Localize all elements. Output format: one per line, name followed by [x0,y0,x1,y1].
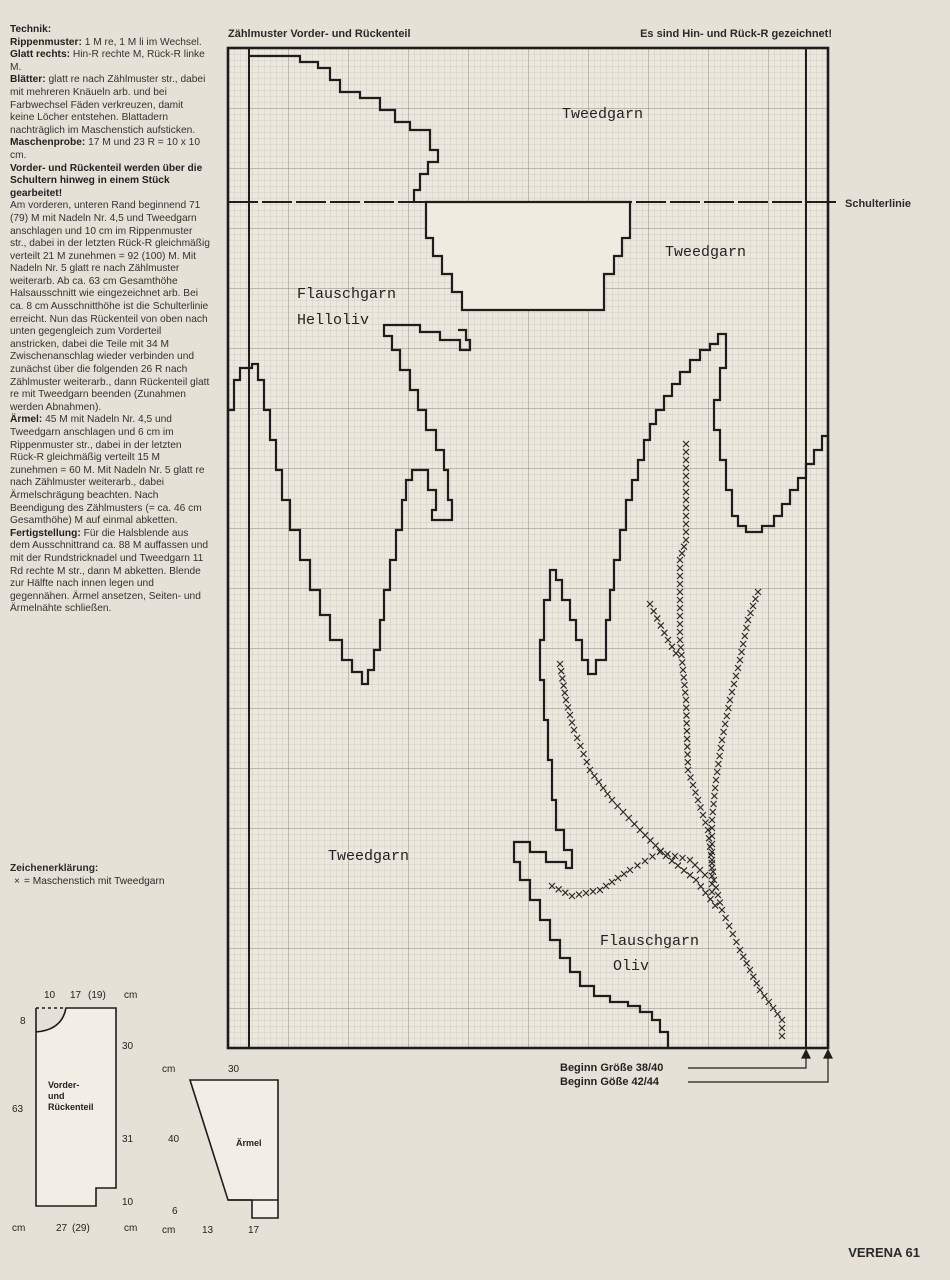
chart-grid [228,48,828,1048]
sleeve-top-30: 30 [228,1064,240,1075]
cross-stitch-icon: × [14,875,20,887]
body-bottom-cm-right: cm [124,1223,138,1234]
label-tweed-low: Tweedgarn [328,848,410,865]
vorder-heading: Vorder- und Rückenteil werden über die Schultern hinweg in einem Stück gearbeitet! [10,162,203,199]
body-top-10: 10 [44,990,56,1001]
rippenmuster-text: 1 M re, 1 M li im Wechsel. [84,36,202,48]
label-flausch-left-1: Flauschgarn [297,286,397,303]
legend-heading: Zeichenerklärung: [10,863,99,874]
label-flausch-right-2: Oliv [613,958,650,975]
sleeve-left-6: 6 [172,1206,178,1217]
label-flausch-left-2: Helloliv [297,312,370,329]
maschenprobe-label: Maschenprobe: [10,137,86,149]
aermel-label: Ärmel: [10,414,43,426]
sleeve-bottom-13: 13 [202,1225,214,1236]
sleeve-bottom-17: 17 [248,1225,260,1236]
size-start-label-1: Beginn Größe 38/40 [560,1062,664,1074]
fertig-label: Fertigstellung: [10,527,81,539]
legend-meaning: = Maschenstich mit Tweedgarn [24,875,165,887]
sleeve-bottom-cm: cm [162,1225,176,1236]
label-flausch-right-1: Flauschgarn [600,933,700,950]
vorder-text: Am vorderen, unteren Rand beginnend 71 (79) M mit Nadeln Nr. 4,5 und Tweedgarn anschlagen und 10 cm im Rippenmuster str., dabei in der letzten Rück-R gleichmäßig verteilt 21 M zunehmen = 92 (100) M. Mit Nadeln Nr. 5 glatt re nach Zählmuster weiterarb. Ab ca. 63 cm Gesamthöhe Halsausschnitt wie eingezeichnet arb. Bei ca. 8 cm Ausschnitthöhe ist die Schulterlinie erreicht. Nun das Rückenteil von oben nach unten gegengleich zum Vorderteil anstricken, dabei die Teile mit 34 M Zwischenanschlag wieder verbinden und zunächst über die folgenden 26 R nach Zählmuster weiterarb., dann Rückenteil glatt re mit Tweedgarn beenden (Zunahmen werden Abnahmen). [10,200,210,413]
label-tweed-mid: Tweedgarn [665,244,747,261]
body-right-30: 30 [122,1041,134,1052]
shoulder-line-label: Schulterlinie [845,198,912,210]
body-left-8: 8 [20,1016,26,1027]
sleeve-left-40: 40 [168,1134,180,1145]
chart-title: Zählmuster Vorder- und Rückenteil [228,28,411,40]
fertig-text: Für die Halsblende aus dem Ausschnittrand ca. 88 M auffassen und mit der Rundstricknadel und Tweedgarn 11 Rd rechte M str., dann M abketten. Blende zur Hälfte nach innen legen und gegennähen. Ärmel ansetzen, Seiten- und Ärmelnähte schließen. [10,527,209,615]
page-number: VERENA 61 [848,1245,920,1260]
technik-heading: Technik: [10,24,52,35]
body-top-cm: cm [124,990,138,1001]
body-label-3: Rückenteil [48,1102,94,1112]
body-bottom-cm-left: cm [12,1223,26,1234]
body-label-1: Vorder- [48,1080,80,1090]
body-bottom-29: (29) [72,1223,90,1234]
body-top-17: 17 [70,990,82,1001]
glatt-text: Hin-R rechte M, Rück-R linke M. [10,49,205,73]
sleeve-top-cm: cm [162,1064,176,1075]
body-left-63: 63 [12,1104,24,1115]
size-start-label-2: Beginn Göße 42/44 [560,1076,660,1088]
aermel-text: 45 M mit Nadeln Nr. 4,5 und Tweedgarn anschlagen und 6 cm im Rippenmuster str., dabei in der letzten Rück-R gleichmäßig verteilt 15 M zunehmen = 60 M. Mit Nadeln Nr. 5 glatt re nach Zählmuster weiterarb., dabei Ärmelschrägung beachten. Nach Beendigung des Zählmusters (= ca. 46 cm Gesamthöhe) M auf einmal abketten. [10,414,205,527]
body-top-19: (19) [88,990,106,1001]
blaetter-text: glatt re nach Zählmuster str., dabei mit mehreren Knäueln arb. und bei Farbwechsel Fäden verkreuzen, damit keine Löcher entstehen. Blattadern nachträglich im Maschenstich aufsticken. [10,74,206,136]
maschenprobe-text: 17 M und 23 R = 10 x 10 cm. [10,137,200,161]
body-right-10: 10 [122,1197,134,1208]
body-label-2: und [48,1091,65,1101]
rippenmuster-label: Rippenmuster: [10,36,82,48]
label-tweed-top: Tweedgarn [562,106,644,123]
size-start-arrows [688,1050,832,1082]
body-right-31: 31 [122,1134,134,1145]
sleeve-label: Ärmel [236,1138,262,1148]
blaetter-label: Blätter: [10,74,46,86]
body-schematic [12,990,137,1234]
glatt-label: Glatt rechts: [10,49,71,61]
chart-note: Es sind Hin- und Rück-R gezeichnet! [640,28,832,40]
body-bottom-27: 27 [56,1223,68,1234]
sleeve-schematic [162,1064,278,1236]
